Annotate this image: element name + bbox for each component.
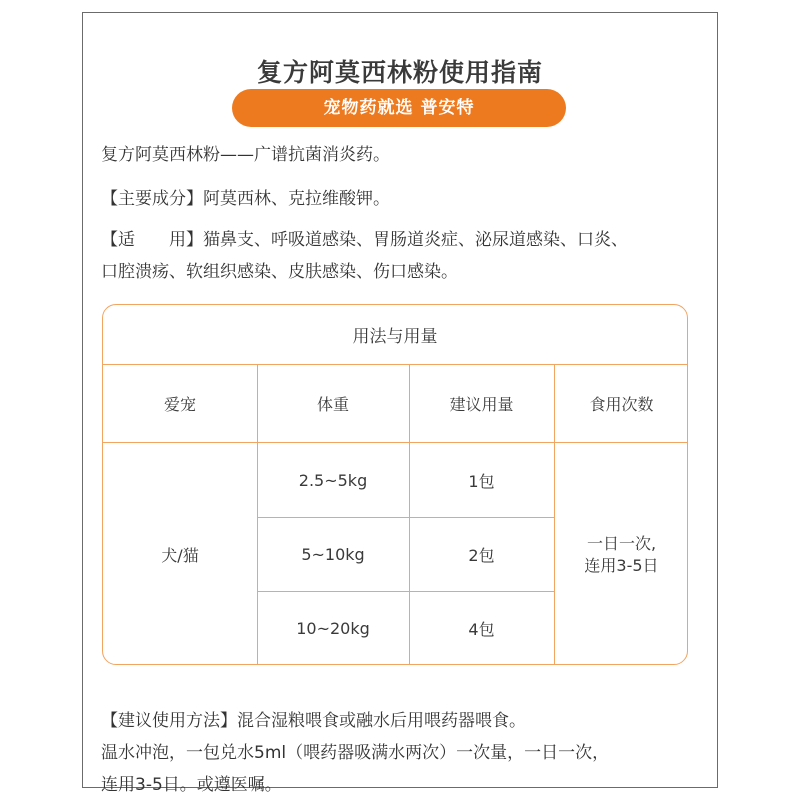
ingredients-text: 【主要成分】阿莫西林、克拉维酸钾。 <box>101 189 390 209</box>
intro-text: 复方阿莫西林粉——广谱抗菌消炎药。 <box>101 145 390 165</box>
usage-line-2: 温水冲泡，一包兑水5ml（喂药器吸满水两次）一次量，一日一次， <box>101 743 610 763</box>
dosage-table <box>102 304 688 665</box>
dose-cell: 4包 <box>468 620 495 639</box>
table-title: 用法与用量 <box>103 305 687 365</box>
usage-text <box>101 705 701 801</box>
dose-cell: 2包 <box>468 545 495 565</box>
weight-cell: 2.5~5kg <box>298 470 368 490</box>
frequency-line-2: 连用3-5日 <box>584 555 659 575</box>
dose-cell: 1包 <box>468 471 495 491</box>
brand-banner: 宠物药就选 普安特 <box>232 89 566 127</box>
frequency-line-1: 一日一次, <box>586 533 657 553</box>
frequency-cell <box>554 443 688 665</box>
weight-cell: 5~10kg <box>301 544 365 564</box>
indications-line-1: 【适 用】猫鼻支、呼吸道感染、胃肠道炎症、泌尿道感染、口炎、 <box>101 230 628 250</box>
header-weight: 体重 <box>257 365 409 443</box>
usage-line-1: 【建议使用方法】混合湿粮喂食或融水后用喂药器喂食。 <box>101 711 526 731</box>
guide-card <box>82 12 718 795</box>
header-pet: 爱宠 <box>103 365 257 443</box>
weight-cell: 10~20kg <box>296 619 370 638</box>
indications-text <box>101 224 701 288</box>
header-frequency: 食用次数 <box>554 365 688 443</box>
indications-line-2: 口腔溃疡、软组织感染、皮肤感染、伤口感染。 <box>101 262 458 282</box>
page-title: 复方阿莫西林粉使用指南 <box>256 58 543 87</box>
pet-cell: 犬/猫 <box>161 546 199 565</box>
usage-line-3: 连用3-5日。或遵医嘱。 <box>101 775 282 795</box>
header-dose: 建议用量 <box>409 365 554 443</box>
